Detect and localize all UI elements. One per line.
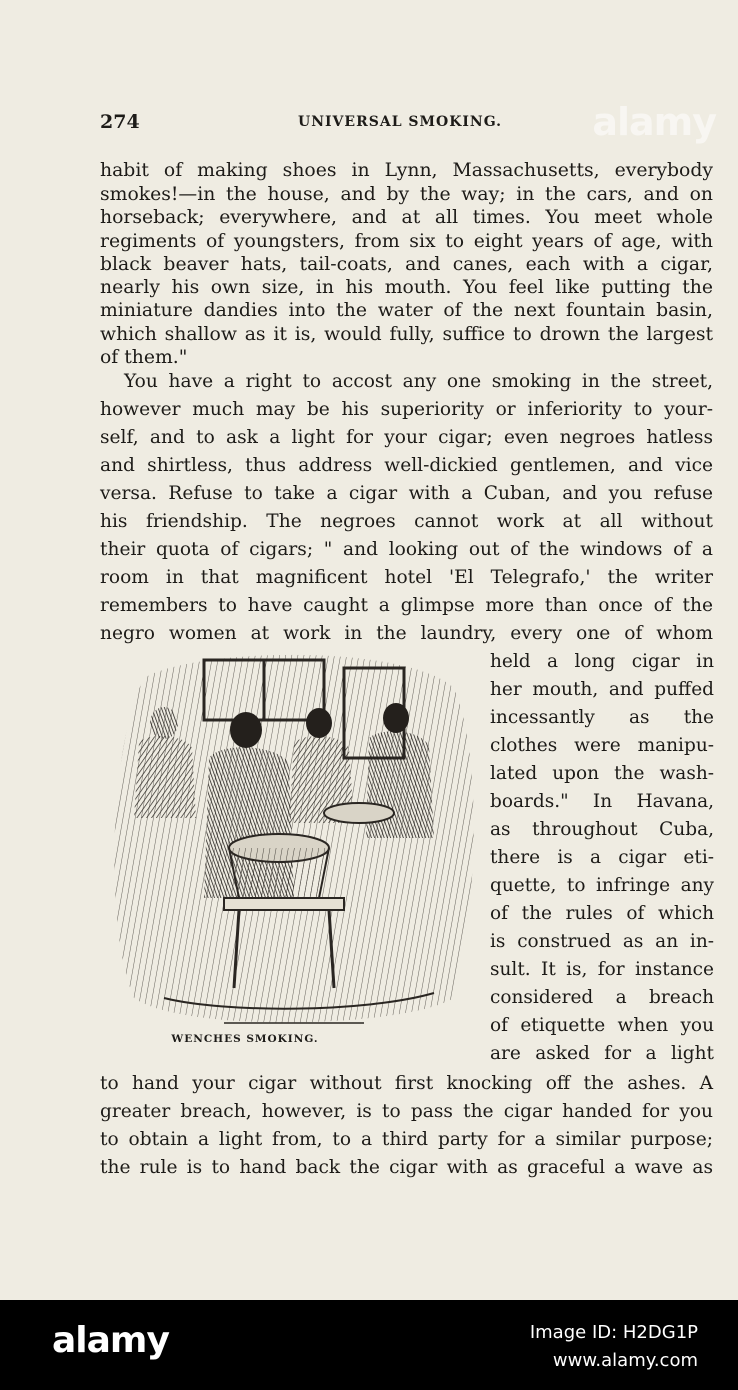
text-line: sult. It is, for instance <box>490 959 714 980</box>
running-header <box>100 111 712 139</box>
text-line: there is a cigar eti- <box>490 847 714 868</box>
text-line: of the rules of which <box>490 903 714 924</box>
text-line: his friendship. The negroes cannot work at all without <box>100 511 713 532</box>
watermark-url: www.alamy.com <box>552 1350 698 1371</box>
text-line: regiments of youngsters, from six to eight years of age, with <box>100 231 713 252</box>
running-title: UNIVERSAL SMOKING. <box>298 114 503 130</box>
text-line: incessantly as the <box>490 707 714 728</box>
text-line: negro women at work in the laundry, every one of whom <box>100 623 713 644</box>
image-id: Image ID: H2DG1P <box>529 1322 698 1343</box>
text-line: held a long cigar in <box>490 651 714 672</box>
text-line: are asked for a light <box>490 1043 714 1064</box>
text-line: is construed as an in- <box>490 931 714 952</box>
text-line: You have a right to accost any one smoking in the street, <box>124 371 713 392</box>
text-line: to obtain a light from, to a third party for a similar purpose; <box>100 1129 713 1150</box>
text-line: their quota of cigars; " and looking out of the windows of a <box>100 539 713 560</box>
text-line: of etiquette when you <box>490 1015 714 1036</box>
text-line: clothes were manipu- <box>490 735 714 756</box>
text-line: miniature dandies into the water of the next fountain basin, <box>100 300 713 321</box>
text-line: which shallow as it is, would fully, suffice to drown the largest <box>100 324 713 345</box>
text-line: the rule is to hand back the cigar with as graceful a wave as <box>100 1157 713 1178</box>
text-line: quette, to infringe any <box>490 875 714 896</box>
text-line: considered a breach <box>490 987 714 1008</box>
wenches-smoking-illustration <box>104 648 480 1032</box>
text-line: as throughout Cuba, <box>490 819 714 840</box>
text-line: of them." <box>100 347 188 368</box>
text-line: room in that magnificent hotel 'El Telegrafo,' the writer <box>100 567 713 588</box>
text-line: however much may be his superiority or inferiority to your- <box>100 399 713 420</box>
text-line: and shirtless, thus address well-dickied gentlemen, and vice <box>100 455 713 476</box>
alamy-logo: alamy <box>52 1320 169 1361</box>
illustration-caption: WENCHES SMOKING. <box>171 1033 319 1045</box>
text-line: horseback; everywhere, and at all times. You meet whole <box>100 207 713 228</box>
text-line: self, and to ask a light for your cigar; even negroes hatless <box>100 427 713 448</box>
page-number: 274 <box>100 111 140 133</box>
text-line: lated upon the wash- <box>490 763 714 784</box>
text-line: remembers to have caught a glimpse more than once of the <box>100 595 713 616</box>
watermark-overlay: alamy <box>592 100 716 144</box>
text-line: boards." In Havana, <box>490 791 714 812</box>
text-line: black beaver hats, tail-coats, and canes, each with a cigar, <box>100 254 713 275</box>
text-line: greater breach, however, is to pass the cigar handed for you <box>100 1101 713 1122</box>
text-line: versa. Refuse to take a cigar with a Cuban, and you refuse <box>100 483 713 504</box>
text-line: smokes!—in the house, and by the way; in the cars, and on <box>100 184 713 205</box>
text-line: to hand your cigar without first knocking off the ashes. A <box>100 1073 713 1094</box>
text-line: habit of making shoes in Lynn, Massachusetts, everybody <box>100 160 713 181</box>
text-line: nearly his own size, in his mouth. You feel like putting the <box>100 277 713 298</box>
text-line: her mouth, and puffed <box>490 679 714 700</box>
